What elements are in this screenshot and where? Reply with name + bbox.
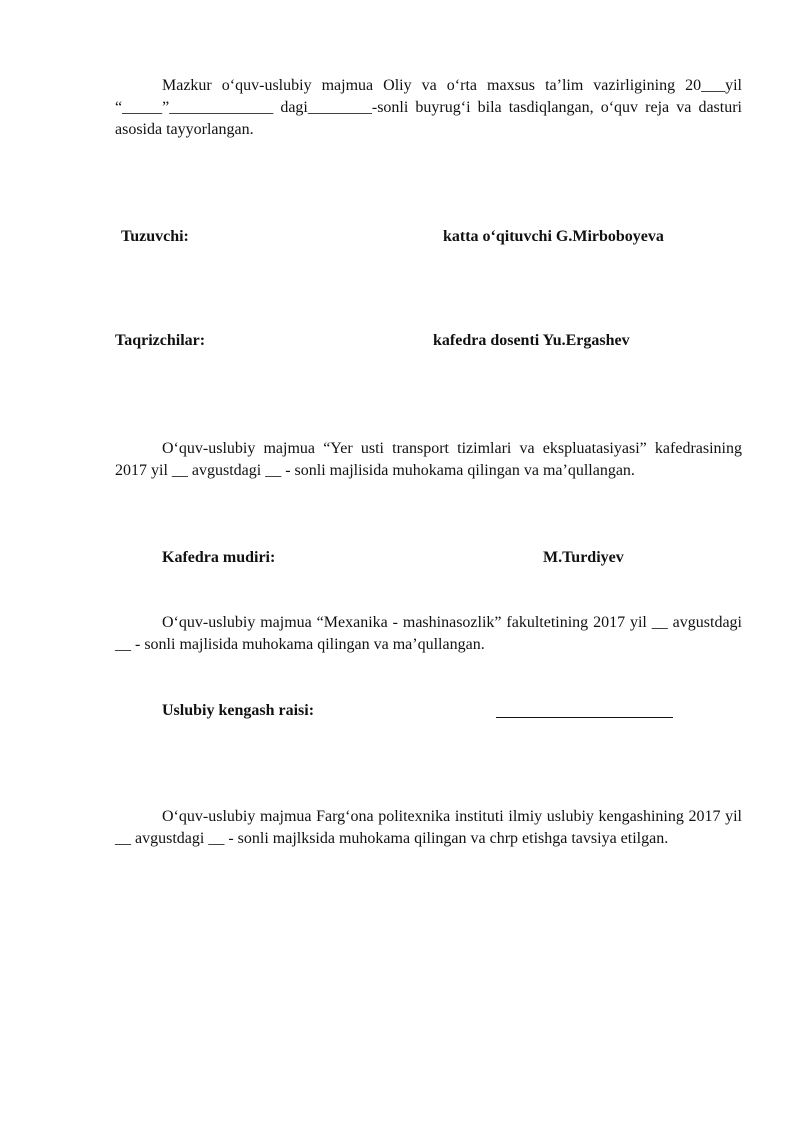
council-approval-paragraph: O‘quv-uslubiy majmua Farg‘ona politexnika instituti ilmiy uslubiy kengashining 2017 yil __ avgustdagi __ - sonli majlksida muhokama qilingan va chrp etishga tavsiya etilgan. xyxy=(115,808,742,847)
department-head-label: Kafedra mudiri: xyxy=(162,549,276,566)
department-head-name: M.Turdiyev xyxy=(543,549,624,566)
faculty-approval-paragraph: O‘quv-uslubiy majmua “Mexanika - mashinasozlik” fakultetining 2017 yil __ avgustdagi __ - sonli majlisida muhokama qilingan va ma’qullangan. xyxy=(115,614,742,653)
council-chair-label: Uslubiy kengash raisi: xyxy=(162,702,315,719)
reviewers-name: kafedra dosenti Yu.Ergashev xyxy=(433,332,630,349)
compiler-label: Tuzuvchi: xyxy=(121,228,189,245)
signature-line xyxy=(496,717,673,718)
compiler-name: katta o‘qituvchi G.Mirboboyeva xyxy=(443,228,664,245)
reviewers-label: Taqrizchilar: xyxy=(115,332,206,349)
approval-paragraph: Mazkur o‘quv-uslubiy majmua Oliy va o‘rta maxsus ta’lim vazirligining 20___yil “_____”_____________ dagi________-sonli buyrug‘i bila tasdiqlangan, o‘quv reja va dasturi asosida tayyorlangan. xyxy=(115,77,742,138)
department-approval-paragraph: O‘quv-uslubiy majmua “Yer usti transport tizimlari va ekspluatasiyasi” kafedrasining 2017 yil __ avgustdagi __ - sonli majlisida muhokama qilingan va ma’qullangan. xyxy=(115,440,742,479)
